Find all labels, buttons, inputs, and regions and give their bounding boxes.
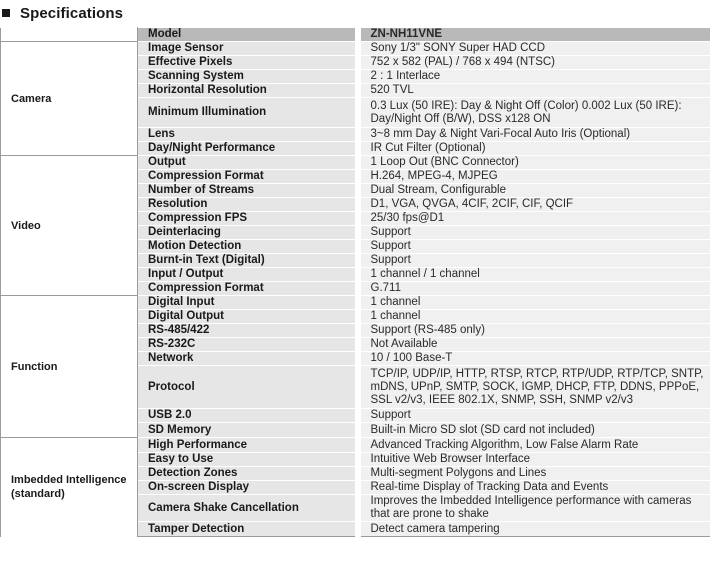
spec-value: 0.3 Lux (50 IRE): Day & Night Off (Color) 0.002 Lux (50 IRE): Day/Night Off (B/W), DSS x128 ON — [358, 98, 710, 128]
spec-label: Number of Streams — [138, 184, 358, 198]
spec-row — [1, 296, 710, 310]
spec-value: 3~8 mm Day & Night Vari-Focal Auto Iris (Optional) — [358, 128, 710, 142]
model-label: Model — [138, 28, 358, 42]
spec-value: 1 channel / 1 channel — [358, 268, 710, 282]
spec-value: Support — [358, 409, 710, 423]
spec-label: RS-232C — [138, 338, 358, 352]
spec-label: Output — [138, 156, 358, 170]
section-heading — [0, 3, 123, 23]
spec-value: Improves the Imbedded Intelligence performance with cameras that are prone to shake — [358, 495, 710, 522]
spec-value: 25/30 fps@D1 — [358, 212, 710, 226]
spec-label: Compression Format — [138, 170, 358, 184]
spec-label: Camera Shake Cancellation — [138, 495, 358, 522]
spec-value: 2 : 1 Interlace — [358, 70, 710, 84]
spec-value: Support — [358, 240, 710, 254]
spec-value: TCP/IP, UDP/IP, HTTP, RTSP, RTCP, RTP/UDP, RTP/TCP, SNTP, mDNS, UPnP, SMTP, SOCK, IGMP, DHCP, FTP, DDNS, PPPoE, SSL v2/v3, IEEE 802.1X, SNMP, SSH, SNMP v2/v3 — [358, 366, 710, 409]
spec-value: Support — [358, 226, 710, 240]
spec-value: 1 channel — [358, 310, 710, 324]
category-cell-empty — [1, 28, 138, 42]
spec-label: Deinterlacing — [138, 226, 358, 240]
spec-value: Real-time Display of Tracking Data and Events — [358, 481, 710, 495]
spec-value: Support — [358, 254, 710, 268]
spec-label: Input / Output — [138, 268, 358, 282]
spec-label: Network — [138, 352, 358, 366]
spec-label: Scanning System — [138, 70, 358, 84]
spec-label: Compression FPS — [138, 212, 358, 226]
spec-label: High Performance — [138, 438, 358, 453]
spec-label: Resolution — [138, 198, 358, 212]
spec-label: RS-485/422 — [138, 324, 358, 338]
spec-label: Effective Pixels — [138, 56, 358, 70]
model-row — [1, 28, 710, 42]
spec-label: Image Sensor — [138, 42, 358, 56]
spec-label: Minimum Illumination — [138, 98, 358, 128]
spec-value: Sony 1/3" SONY Super HAD CCD — [358, 42, 710, 56]
spec-label: Protocol — [138, 366, 358, 409]
spec-value: D1, VGA, QVGA, 4CIF, 2CIF, CIF, QCIF — [358, 198, 710, 212]
spec-label: Burnt-in Text (Digital) — [138, 254, 358, 268]
spec-value: 520 TVL — [358, 84, 710, 98]
spec-value: Built-in Micro SD slot (SD card not included) — [358, 423, 710, 438]
spec-label: Compression Format — [138, 282, 358, 296]
spec-value: 752 x 582 (PAL) / 768 x 494 (NTSC) — [358, 56, 710, 70]
spec-label: Detection Zones — [138, 467, 358, 481]
category-label: Imbedded Intelligence (standard) — [1, 438, 138, 537]
specifications-table — [0, 27, 710, 537]
spec-label: Motion Detection — [138, 240, 358, 254]
spec-row — [1, 438, 710, 453]
spec-value: Dual Stream, Configurable — [358, 184, 710, 198]
spec-label: Easy to Use — [138, 453, 358, 467]
spec-label: Digital Output — [138, 310, 358, 324]
spec-value: Support (RS-485 only) — [358, 324, 710, 338]
spec-label: On-screen Display — [138, 481, 358, 495]
spec-label: Tamper Detection — [138, 522, 358, 537]
spec-value: Advanced Tracking Algorithm, Low False Alarm Rate — [358, 438, 710, 453]
category-label: Camera — [1, 42, 138, 156]
spec-label: USB 2.0 — [138, 409, 358, 423]
spec-label: SD Memory — [138, 423, 358, 438]
bullet-square-icon — [2, 9, 10, 17]
category-label: Video — [1, 156, 138, 296]
spec-label: Lens — [138, 128, 358, 142]
model-value: ZN-NH11VNE — [358, 28, 710, 42]
spec-value: Intuitive Web Browser Interface — [358, 453, 710, 467]
spec-value: Multi-segment Polygons and Lines — [358, 467, 710, 481]
spec-value: Not Available — [358, 338, 710, 352]
spec-value: H.264, MPEG-4, MJPEG — [358, 170, 710, 184]
spec-value: 10 / 100 Base-T — [358, 352, 710, 366]
spec-value: G.711 — [358, 282, 710, 296]
spec-value: IR Cut Filter (Optional) — [358, 142, 710, 156]
spec-value: Detect camera tampering — [358, 522, 710, 537]
category-label: Function — [1, 296, 138, 438]
spec-row — [1, 156, 710, 170]
spec-row — [1, 42, 710, 56]
spec-label: Day/Night Performance — [138, 142, 358, 156]
spec-value: 1 Loop Out (BNC Connector) — [358, 156, 710, 170]
spec-label: Digital Input — [138, 296, 358, 310]
page-title: Specifications — [20, 4, 124, 22]
spec-value: 1 channel — [358, 296, 710, 310]
spec-label: Horizontal Resolution — [138, 84, 358, 98]
